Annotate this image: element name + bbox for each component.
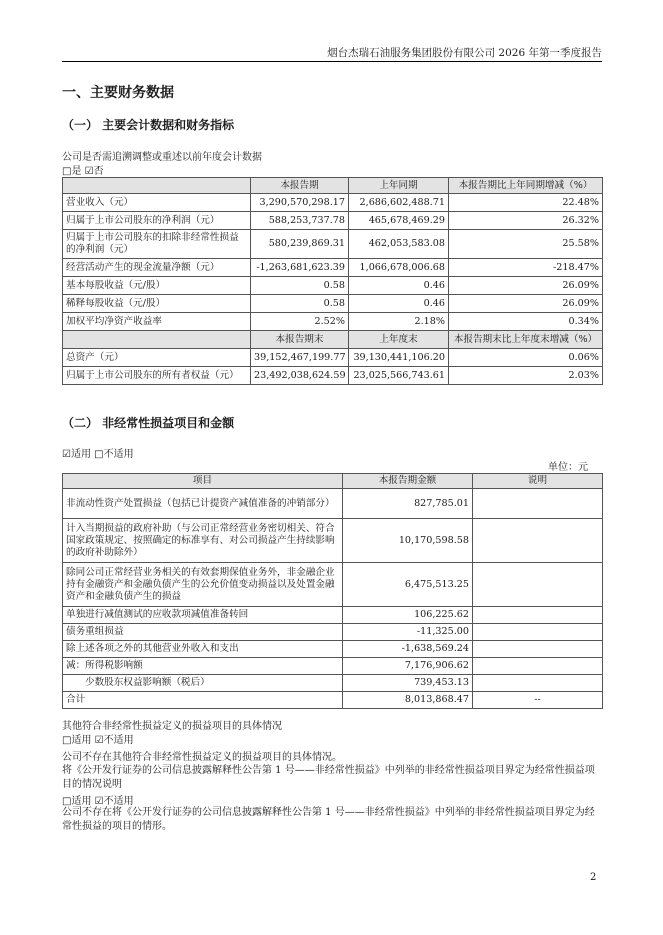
change-value: 26.09%	[449, 277, 603, 295]
table-row	[63, 624, 603, 641]
note: --	[473, 692, 603, 709]
note	[473, 489, 603, 519]
table-row	[63, 658, 603, 675]
current-value: 23,492,038,624.59	[251, 367, 349, 385]
subsection-title-non-recurring: （二） 非经常性损益项目和金额	[62, 416, 235, 430]
change-value: 0.34%	[449, 313, 603, 331]
item-label: 计入当期损益的政府补助（与公司正常经营业务密切相关、符合国家政策规定、按照确定的标准享有、对公司损益产生持续影响的政府补助除外）	[63, 519, 343, 563]
row-label: 归属于上市公司股东的所有者权益（元）	[63, 367, 251, 385]
header-cell: 上年度末	[349, 331, 449, 349]
row-label: 归属于上市公司股东的净利润（元）	[63, 212, 251, 230]
current-value: 2.52%	[251, 313, 349, 331]
table-row	[63, 641, 603, 658]
item-label: 合计	[63, 692, 343, 709]
table-row	[63, 607, 603, 624]
amount: 8,013,868.47	[343, 692, 473, 709]
amount: -1,638,569.24	[343, 641, 473, 658]
header-rule	[62, 61, 602, 62]
amount: 6,475,513.25	[343, 563, 473, 607]
note	[473, 519, 603, 563]
subsection-title-accounting-data: （一） 主要会计数据和财务指标	[62, 118, 235, 132]
current-value: -1,263,681,623.39	[251, 259, 349, 277]
table-row	[63, 212, 603, 230]
row-label: 基本每股收益（元/股）	[63, 277, 251, 295]
header-cell	[63, 331, 251, 349]
section-title-main-financial-data: 一、主要财务数据	[62, 85, 174, 101]
item-label: 债务重组损益	[63, 624, 343, 641]
header-cell: 本报告期末	[251, 331, 349, 349]
item-label: 单独进行减值测试的应收款项减值准备转回	[63, 607, 343, 624]
non-recurring-table	[62, 473, 603, 709]
restate-options: □是 ☑否	[62, 166, 104, 177]
prior-value: 2.18%	[349, 313, 449, 331]
note	[473, 641, 603, 658]
note	[473, 563, 603, 607]
header-cell: 上年同期	[349, 178, 449, 194]
prior-value: 0.46	[349, 295, 449, 313]
change-value: -218.47%	[449, 259, 603, 277]
note	[473, 675, 603, 692]
report-header: 烟台杰瑞石油服务集团股份有限公司 2026 年第一季度报告	[327, 47, 602, 59]
row-label: 稀释每股收益（元/股）	[63, 295, 251, 313]
change-value: 26.09%	[449, 295, 603, 313]
current-value: 580,239,869.31	[251, 230, 349, 259]
header-cell: 本报告期金额	[343, 474, 473, 489]
table-row	[63, 230, 603, 259]
row-label: 加权平均净资产收益率	[63, 313, 251, 331]
item-label: 除同公司正常经营业务相关的有效套期保值业务外，非金融企业持有金融资产和金融负债产生的公允价值变动损益以及处置金融资产和金融负债产生的损益	[63, 563, 343, 607]
prior-value: 39,130,441,106.20	[349, 349, 449, 367]
item-label: 除上述各项之外的其他营业外收入和支出	[63, 641, 343, 658]
item-label: 非流动性资产处置损益（包括已计提资产减值准备的冲销部分）	[63, 489, 343, 519]
unit-label: 单位：元	[548, 462, 588, 473]
prior-value: 1,066,678,006.68	[349, 259, 449, 277]
amount: 827,785.01	[343, 489, 473, 519]
change-value: 22.48%	[449, 194, 603, 212]
header-cell: 说明	[473, 474, 603, 489]
change-value: 26.32%	[449, 212, 603, 230]
amount: 10,170,598.58	[343, 519, 473, 563]
table-row	[63, 295, 603, 313]
note	[473, 658, 603, 675]
table-row	[63, 367, 603, 385]
amount: 106,225.62	[343, 607, 473, 624]
current-value: 0.58	[251, 277, 349, 295]
item-label: 减：所得税影响额	[63, 658, 343, 675]
table-header-row	[63, 474, 603, 489]
table-row	[63, 349, 603, 367]
other-items-title: 其他符合非经常性损益定义的损益项目的具体情况	[62, 721, 282, 732]
note	[473, 607, 603, 624]
current-value: 588,253,737.78	[251, 212, 349, 230]
table-row	[63, 313, 603, 331]
prior-value: 465,678,469.29	[349, 212, 449, 230]
header-cell: 本报告期	[251, 178, 349, 194]
amount: 7,176,906.62	[343, 658, 473, 675]
table-header-row	[63, 331, 603, 349]
restate-question: 公司是否需追溯调整或重述以前年度会计数据	[62, 152, 262, 163]
define-applicable: □适用 ☑不适用	[62, 796, 134, 807]
table-row	[63, 692, 603, 709]
table-row	[63, 519, 603, 563]
row-label: 经营活动产生的现金流量净额（元）	[63, 259, 251, 277]
table-row	[63, 259, 603, 277]
prior-value: 0.46	[349, 277, 449, 295]
current-value: 0.58	[251, 295, 349, 313]
amount: 739,453.13	[343, 675, 473, 692]
change-value: 25.58%	[449, 230, 603, 259]
define-result: 公司不存在将《公开发行证券的公司信息披露解释性公告第 1 号——非经常性损益》中列举的非经常性损益项目界定为经常性损益的项目的情形。	[62, 807, 595, 832]
note	[473, 624, 603, 641]
table-row	[63, 194, 603, 212]
define-text: 将《公开发行证券的公司信息披露解释性公告第 1 号——非经常性损益》中列举的非经常性损益项目界定为经常性损益项目的情况说明	[62, 765, 595, 790]
current-value: 3,290,570,298.17	[251, 194, 349, 212]
row-label: 营业收入（元）	[63, 194, 251, 212]
row-label: 归属于上市公司股东的扣除非经常性损益的净利润（元）	[63, 230, 251, 259]
item-label: 少数股东权益影响额（税后）	[63, 675, 343, 692]
header-cell	[63, 178, 251, 194]
table-row	[63, 489, 603, 519]
main-financial-table	[62, 177, 603, 385]
prior-value: 2,686,602,488.71	[349, 194, 449, 212]
other-items-text: 公司不存在其他符合非经常性损益定义的损益项目的具体情况。	[62, 752, 342, 763]
change-value: 0.06%	[449, 349, 603, 367]
header-cell: 本报告期比上年同期增减（%）	[449, 178, 603, 194]
page-number: 2	[590, 872, 597, 883]
table-row	[63, 277, 603, 295]
applicable-options: ☑适用 □不适用	[62, 449, 134, 460]
header-cell: 项目	[63, 474, 343, 489]
table-header-row	[63, 178, 603, 194]
row-label: 总资产（元）	[63, 349, 251, 367]
change-value: 2.03%	[449, 367, 603, 385]
other-items-applicable: □适用 ☑不适用	[62, 735, 134, 746]
prior-value: 462,053,583.08	[349, 230, 449, 259]
amount: -11,325.00	[343, 624, 473, 641]
current-value: 39,152,467,199.77	[251, 349, 349, 367]
prior-value: 23,025,566,743.61	[349, 367, 449, 385]
header-cell: 本报告期末比上年度末增减（%）	[449, 331, 603, 349]
table-row	[63, 563, 603, 607]
table-row	[63, 675, 603, 692]
